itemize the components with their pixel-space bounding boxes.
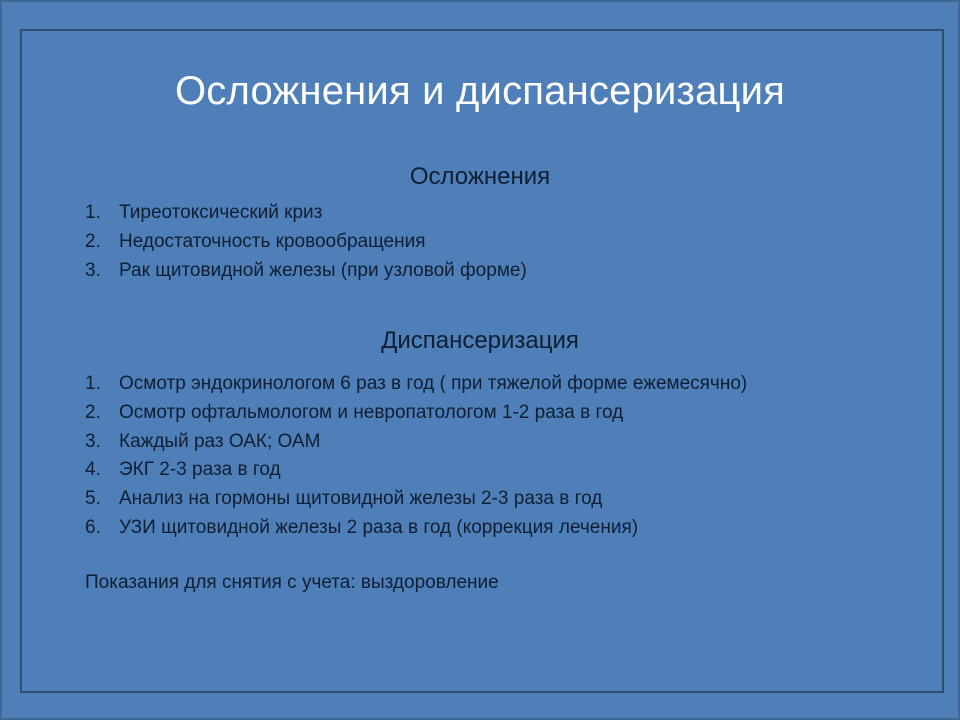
list-item-number: 4. — [85, 459, 101, 481]
list-item-text: УЗИ щитовидной железы 2 раза в год (коррекция лечения) — [119, 516, 639, 538]
list-item-number: 1. — [85, 202, 101, 223]
list-item-text: Недостаточность кровообращения — [119, 230, 426, 252]
list-item — [85, 199, 527, 228]
list-item — [85, 228, 527, 257]
list-item-number: 6. — [85, 516, 101, 538]
deregistration-note: Показания для снятия с учета: выздоровление — [85, 572, 499, 593]
list-item-text: Анализ на гормоны щитовидной железы 2-3 раза в год — [119, 488, 603, 510]
list-item-number: 2. — [85, 230, 101, 252]
list-item-text: Осмотр офтальмологом и невропатологом 1-2 раза в год — [119, 401, 624, 423]
dispensary-heading: Диспансеризация — [381, 327, 579, 354]
list-item-number: 3. — [85, 430, 101, 452]
list-item — [85, 257, 527, 286]
list-item-number: 1. — [85, 373, 101, 394]
list-item-text: Тиреотоксический криз — [119, 202, 323, 223]
list-item — [85, 456, 747, 485]
list-item-number: 5. — [85, 488, 101, 510]
complications-heading: Осложнения — [409, 163, 551, 190]
list-item — [85, 399, 747, 428]
list-item-text: Рак щитовидной железы (при узловой форме) — [119, 259, 527, 281]
list-item — [85, 428, 747, 457]
list-item-number: 2. — [85, 401, 101, 423]
list-item-text: Каждый раз ОАК; ОАМ — [119, 430, 321, 452]
list-item — [85, 485, 747, 514]
list-item — [85, 514, 747, 543]
complications-list — [85, 199, 527, 285]
list-item-text: ЭКГ 2-3 раза в год — [119, 459, 281, 481]
dispensary-list — [85, 370, 747, 543]
list-item-number: 3. — [85, 259, 101, 281]
list-item-text: Осмотр эндокринологом 6 раз в год ( при тяжелой форме ежемесячно) — [119, 373, 748, 394]
list-item — [85, 370, 747, 399]
slide-title: Осложнения и диспансеризация — [174, 69, 786, 113]
